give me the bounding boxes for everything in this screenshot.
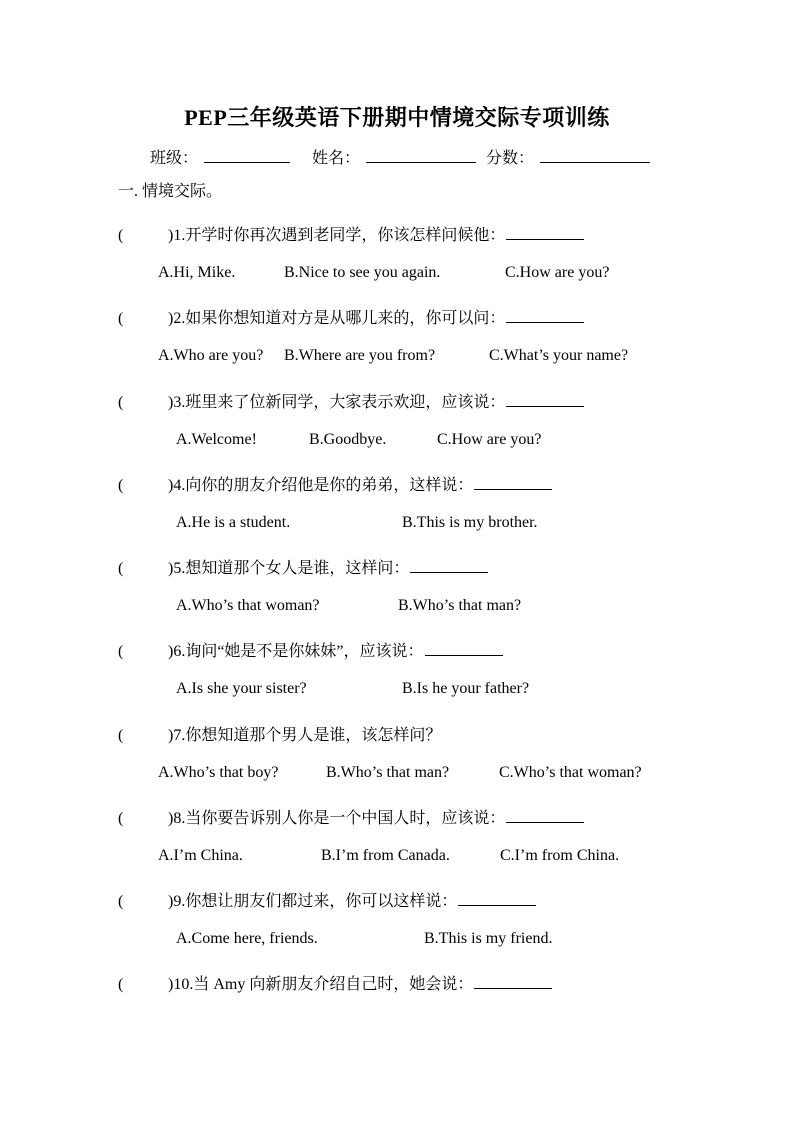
score-label: 分数：: [486, 150, 535, 167]
answer-paren-open[interactable]: (: [118, 976, 124, 993]
option-a: A.Is she your sister?: [176, 680, 307, 697]
option-a: A.He is a student.: [176, 514, 291, 531]
question-stem: 4.向你的朋友介绍他是你的弟弟，这样说：: [173, 477, 474, 494]
option-a: A.Who are you?: [158, 347, 264, 364]
answer-paren-close: ): [168, 727, 174, 744]
option-c: C.How are you?: [505, 264, 610, 281]
question-7: [118, 722, 441, 745]
question-5: [118, 555, 488, 578]
answer-paren-close: ): [168, 394, 174, 411]
answer-blank[interactable]: [506, 308, 584, 323]
option-b: B.I’m from Canada.: [321, 847, 450, 864]
answer-paren-open[interactable]: (: [118, 560, 124, 577]
answer-paren-close: ): [168, 643, 174, 660]
option-c: C.What’s your name?: [489, 347, 629, 364]
answer-paren-close: ): [168, 560, 174, 577]
option-b: B.Is he your father?: [402, 680, 530, 697]
answer-blank[interactable]: [506, 808, 584, 823]
question-stem: 2.如果你想知道对方是从哪儿来的，你可以问：: [173, 310, 506, 327]
question-stem: 5.想知道那个女人是谁，这样问：: [173, 560, 410, 577]
option-c: C.How are you?: [437, 431, 542, 448]
question-stem: 1.开学时你再次遇到老同学，你该怎样问候他：: [173, 227, 506, 244]
option-a: A.Who’s that woman?: [176, 597, 320, 614]
option-a: A.Welcome!: [176, 431, 257, 448]
question-6: [118, 638, 503, 661]
answer-paren-open[interactable]: (: [118, 810, 124, 827]
question-stem: 10.当 Amy 向新朋友介绍自己时，她会说：: [173, 976, 474, 993]
answer-blank[interactable]: [410, 558, 488, 573]
option-b: B.Who’s that man?: [326, 764, 450, 781]
name-label: 姓名：: [311, 150, 360, 167]
answer-paren-open[interactable]: (: [118, 893, 124, 910]
option-a: A.Who’s that boy?: [158, 764, 279, 781]
score-blank[interactable]: [540, 148, 650, 163]
question-stem: 8.当你要告诉别人你是一个中国人时，应该说：: [173, 810, 506, 827]
answer-paren-close: ): [168, 810, 174, 827]
question-10: [118, 971, 552, 994]
class-label: 班级：: [149, 150, 198, 167]
question-1: [118, 222, 584, 245]
option-b: B.Where are you from?: [284, 347, 436, 364]
answer-paren-close: ): [168, 976, 174, 993]
answer-blank[interactable]: [474, 974, 552, 989]
question-stem: 3.班里来了位新同学，大家表示欢迎，应该说：: [173, 394, 506, 411]
answer-paren-open[interactable]: (: [118, 310, 124, 327]
question-stem: 7.你想知道那个男人是谁，该怎样问？: [173, 727, 442, 744]
question-4: [118, 472, 552, 495]
answer-paren-close: ): [168, 310, 174, 327]
question-8: [118, 805, 584, 828]
student-info-line: [0, 145, 794, 168]
answer-blank[interactable]: [506, 225, 584, 240]
question-stem: 6.询问“她是不是你妹妹”，应该说：: [173, 643, 424, 660]
option-b: B.This is my brother.: [402, 514, 538, 531]
option-a: A.Hi, Mike.: [158, 264, 236, 281]
option-b: B.Who’s that man?: [398, 597, 522, 614]
question-stem: 9.你想让朋友们都过来，你可以这样说：: [173, 893, 458, 910]
answer-blank[interactable]: [425, 641, 503, 656]
question-2: [118, 305, 584, 328]
option-a: A.I’m China.: [158, 847, 243, 864]
name-blank[interactable]: [366, 148, 476, 163]
question-3: [118, 389, 584, 412]
answer-paren-close: ): [168, 893, 174, 910]
answer-paren-close: ): [168, 477, 174, 494]
answer-paren-open[interactable]: (: [118, 394, 124, 411]
section-heading: 一. 情境交际。: [118, 183, 223, 200]
option-b: B.Goodbye.: [309, 431, 387, 448]
option-c: C.Who’s that woman?: [499, 764, 642, 781]
answer-blank[interactable]: [458, 891, 536, 906]
answer-blank[interactable]: [506, 392, 584, 407]
option-b: B.This is my friend.: [424, 930, 553, 947]
answer-paren-open[interactable]: (: [118, 227, 124, 244]
class-blank[interactable]: [204, 148, 290, 163]
answer-blank[interactable]: [474, 475, 552, 490]
page-title: PEP三年级英语下册期中情境交际专项训练: [184, 105, 610, 130]
option-b: B.Nice to see you again.: [284, 264, 441, 281]
answer-paren-open[interactable]: (: [118, 727, 124, 744]
question-9: [118, 888, 536, 911]
answer-paren-close: ): [168, 227, 174, 244]
option-a: A.Come here, friends.: [176, 930, 318, 947]
option-c: C.I’m from China.: [500, 847, 620, 864]
answer-paren-open[interactable]: (: [118, 477, 124, 494]
answer-paren-open[interactable]: (: [118, 643, 124, 660]
